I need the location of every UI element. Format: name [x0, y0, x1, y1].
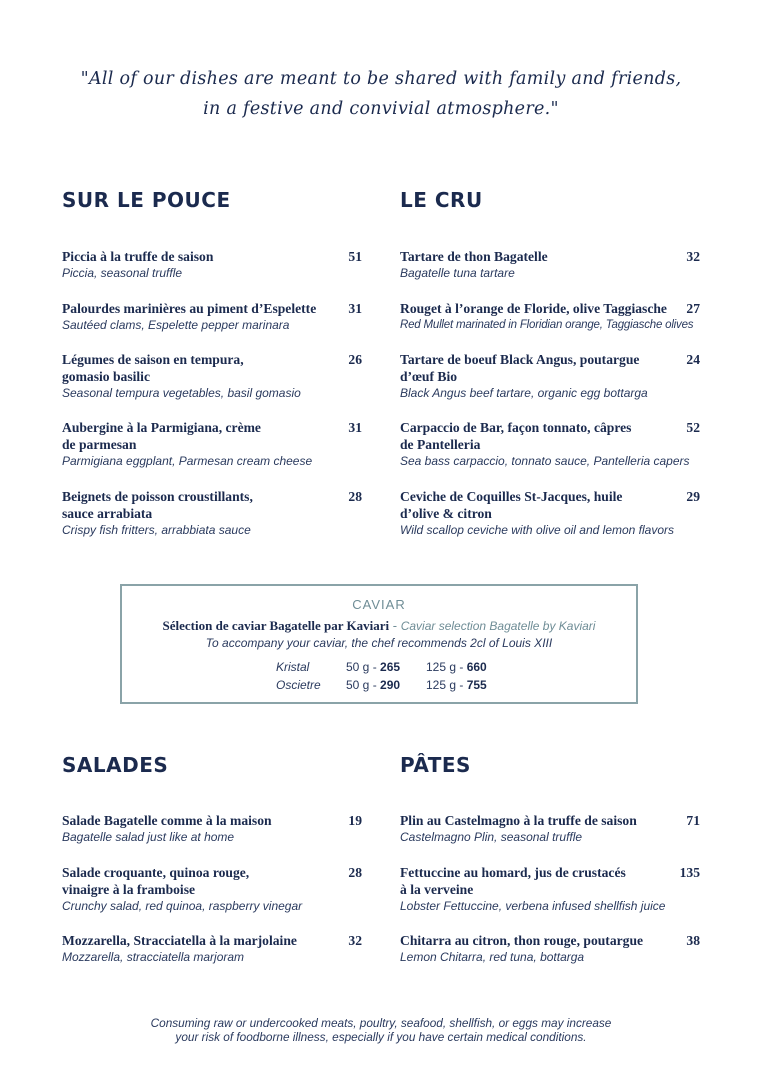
dish-name-line2: vinaigre à la framboise — [62, 882, 196, 897]
dish-price: 28 — [348, 865, 362, 880]
disclaimer-line2: your risk of foodborne illness, especially if you have certain medical conditions. — [175, 1030, 587, 1044]
dish-name-line2: sauce arrabiata — [62, 506, 153, 521]
caviar-price: 755 — [466, 678, 487, 692]
dish-name: Plin au Castelmagno à la truffe de saison — [400, 813, 637, 828]
dish-name: Aubergine à la Parmigiana, crème — [62, 420, 261, 435]
section-title-pates: PÂTES — [400, 753, 471, 777]
dish-description: Castelmagno Plin, seasonal truffle — [400, 830, 583, 844]
dish-price: 24 — [686, 352, 700, 367]
menu-item — [62, 932, 362, 965]
caviar-option-large — [426, 677, 487, 694]
caviar-option-small — [346, 659, 400, 676]
dish-price: 52 — [686, 420, 700, 435]
caviar-title: CAVIAR — [352, 597, 406, 612]
intro-quote-line2: in a festive and convivial atmosphere." — [203, 99, 559, 119]
dish-description: Wild scallop ceviche with olive oil and lemon flavors — [400, 523, 675, 537]
menu-item — [62, 300, 362, 333]
caviar-separator: - — [389, 618, 401, 633]
dish-description: Lemon Chitarra, red tuna, bottarga — [400, 950, 585, 964]
dish-name-line2: d’olive & citron — [400, 506, 492, 521]
menu-item — [62, 419, 362, 469]
intro-quote — [0, 64, 762, 124]
food-safety-disclaimer — [0, 1016, 762, 1044]
menu-item — [400, 864, 700, 914]
caviar-size: 50 g - — [346, 660, 381, 674]
dish-description: Crispy fish fritters, arrabbiata sauce — [62, 523, 251, 537]
dish-price: 29 — [686, 489, 700, 504]
dish-price: 28 — [348, 489, 362, 504]
dish-name: Piccia à la truffe de saison — [62, 249, 214, 264]
menu-item — [62, 248, 362, 281]
dish-price: 31 — [348, 301, 362, 316]
menu-item — [62, 812, 362, 845]
section-title-le-cru: LE CRU — [400, 188, 483, 212]
caviar-size: 125 g - — [426, 660, 467, 674]
dish-price: 32 — [348, 933, 362, 948]
dish-description: Parmigiana eggplant, Parmesan cream cheese — [62, 454, 313, 468]
dish-name: Carpaccio de Bar, façon tonnato, câpres — [400, 420, 632, 435]
caviar-name: Sélection de caviar Bagatelle par Kaviari — [162, 618, 390, 633]
dish-name-line2: de parmesan — [62, 437, 137, 452]
dish-description: Piccia, seasonal truffle — [62, 266, 183, 280]
dish-name: Légumes de saison en tempura, — [62, 352, 244, 367]
dish-price: 32 — [686, 249, 700, 264]
caviar-size: 125 g - — [426, 678, 467, 692]
caviar-recommendation: To accompany your caviar, the chef recommends 2cl of Louis XIII — [205, 636, 553, 650]
caviar-box — [120, 584, 638, 704]
menu-item — [62, 488, 362, 538]
dish-price: 38 — [686, 933, 700, 948]
caviar-price: 290 — [380, 678, 401, 692]
dish-name: Rouget à l’orange de Floride, olive Taggiasche — [400, 301, 667, 316]
disclaimer-line1: Consuming raw or undercooked meats, poultry, seafood, shellfish, or eggs may increase — [150, 1016, 612, 1030]
dish-price: 71 — [686, 813, 700, 828]
menu-item — [400, 300, 700, 333]
dish-name: Tartare de thon Bagatelle — [400, 249, 548, 264]
dish-name: Salade croquante, quinoa rouge, — [62, 865, 250, 880]
dish-description: Red Mullet marinated in Floridian orange, Taggiasche olives — [400, 319, 694, 331]
caviar-variety-name: Oscietre — [276, 678, 321, 692]
dish-price: 19 — [348, 813, 362, 828]
dish-price: 26 — [348, 352, 362, 367]
dish-price: 135 — [679, 865, 700, 880]
dish-name: Chitarra au citron, thon rouge, poutargue — [400, 933, 644, 948]
caviar-selection — [122, 617, 636, 635]
intro-quote-line1: "All of our dishes are meant to be shared with family and friends, — [80, 69, 682, 89]
caviar-option-large — [426, 659, 487, 676]
section-title-salades: SALADES — [62, 753, 169, 777]
dish-name: Palourdes marinières au piment d’Espelette — [62, 301, 317, 316]
dish-description: Crunchy salad, red quinoa, raspberry vinegar — [62, 899, 303, 913]
dish-description: Bagatelle salad just like at home — [62, 830, 235, 844]
dish-name: Ceviche de Coquilles St-Jacques, huile — [400, 489, 623, 504]
dish-price: 27 — [686, 301, 700, 316]
dish-price: 51 — [348, 249, 362, 264]
dish-name-line2: à la verveine — [400, 882, 474, 897]
caviar-variety-name: Kristal — [276, 660, 310, 674]
caviar-price: 265 — [380, 660, 401, 674]
menu-item — [62, 351, 362, 401]
dish-description: Sea bass carpaccio, tonnato sauce, Pantelleria capers — [400, 454, 690, 468]
caviar-price: 660 — [466, 660, 487, 674]
dish-description: Seasonal tempura vegetables, basil gomasio — [62, 386, 301, 400]
menu-item — [400, 419, 700, 469]
caviar-description: Caviar selection Bagatelle by Kaviari — [400, 619, 596, 633]
caviar-size: 50 g - — [346, 678, 381, 692]
dish-name: Fettuccine au homard, jus de crustacés — [400, 865, 626, 880]
dish-name-line2: de Pantelleria — [400, 437, 481, 452]
dish-price: 31 — [348, 420, 362, 435]
dish-name-line2: d’œuf Bio — [400, 369, 458, 384]
dish-description: Lobster Fettuccine, verbena infused shellfish juice — [400, 899, 666, 913]
dish-name: Tartare de boeuf Black Angus, poutargue — [400, 352, 640, 367]
dish-description: Mozzarella, stracciatella marjoram — [62, 950, 245, 964]
caviar-option-small — [346, 677, 400, 694]
dish-description: Bagatelle tuna tartare — [400, 266, 515, 280]
menu-item — [400, 932, 700, 965]
dish-name: Salade Bagatelle comme à la maison — [62, 813, 272, 828]
dish-description: Black Angus beef tartare, organic egg bottarga — [400, 386, 648, 400]
dish-name: Beignets de poisson croustillants, — [62, 489, 253, 504]
section-title-sur-le-pouce: SUR LE POUCE — [62, 188, 231, 212]
dish-name-line2: gomasio basilic — [62, 369, 150, 384]
menu-item — [400, 248, 700, 281]
menu-item — [400, 351, 700, 401]
menu-item — [400, 488, 700, 538]
dish-name: Mozzarella, Stracciatella à la marjolaine — [62, 933, 297, 948]
menu-item — [62, 864, 362, 914]
dish-description: Sautéed clams, Espelette pepper marinara — [62, 318, 290, 332]
menu-item — [400, 812, 700, 845]
